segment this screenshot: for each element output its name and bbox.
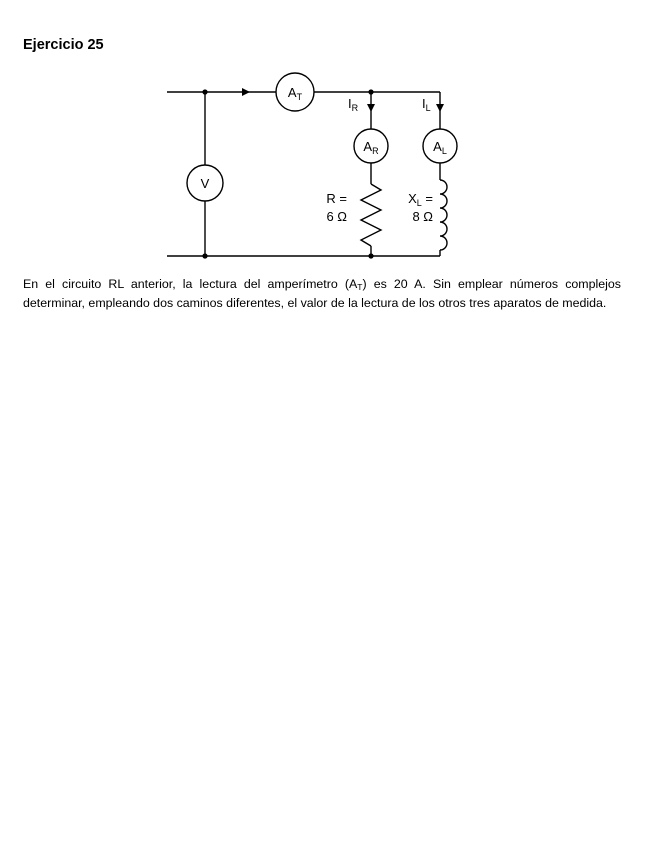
problem-text-end: ) es 20 A. Sin emplear números complejos determinar, empleando dos caminos diferentes, el valor de la lectura de los otros tres aparatos de medida.: [23, 277, 621, 310]
junction-dot: [202, 89, 207, 94]
current-arrow-l-icon: [436, 104, 444, 112]
circuit-diagram: [0, 0, 655, 300]
current-arrow-r-icon: [367, 104, 375, 112]
current-r-label: $I_R$: [348, 96, 359, 113]
problem-subscript: T: [357, 282, 363, 292]
problem-text-start: En el circuito RL anterior, la lectura del amperímetro (A: [23, 277, 358, 291]
page-title: Ejercicio 25: [23, 37, 104, 53]
resistor-value: 6 Ω: [326, 209, 347, 224]
junction-dot: [202, 253, 207, 258]
inductor-label: $X_L$ =: [408, 191, 433, 208]
current-l-label: $I_L$: [422, 96, 431, 113]
problem-statement: [23, 276, 621, 311]
inductor-coil: [440, 180, 447, 250]
resistor-label: R =: [326, 191, 347, 206]
resistor-zigzag: [361, 184, 381, 246]
ammeter-r-label: $A_R$: [363, 139, 379, 156]
inductor-value: 8 Ω: [412, 209, 433, 224]
voltmeter-label: V: [200, 176, 210, 191]
current-arrow-total-icon: [242, 88, 250, 96]
ammeter-total-label: $A_T$: [287, 85, 303, 102]
ammeter-l-label: $A_L$: [433, 139, 447, 156]
junction-dot: [368, 253, 373, 258]
junction-dot: [368, 89, 373, 94]
